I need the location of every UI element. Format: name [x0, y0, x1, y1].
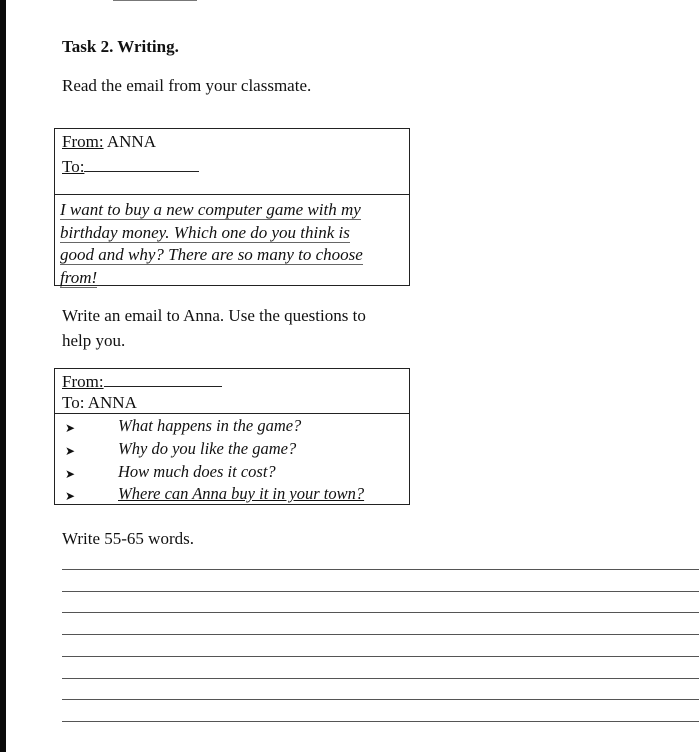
- reply-header-divider: [55, 413, 409, 414]
- question-text: Where can Anna buy it in your town?: [118, 484, 365, 503]
- answer-line[interactable]: [62, 678, 699, 679]
- message-line: I want to buy a new computer game with my: [60, 200, 361, 219]
- page-left-edge: [0, 0, 6, 752]
- reply-to-label: To:: [62, 393, 85, 412]
- message-line: from!: [60, 267, 98, 287]
- task-title: Task 2. Writing.: [62, 37, 179, 56]
- answer-line[interactable]: [62, 656, 699, 657]
- arrow-bullet-icon: ➤: [65, 421, 76, 435]
- email-to-row: [62, 156, 199, 177]
- email-from-row: [62, 132, 156, 152]
- message-line: good and why? There are so many to choose: [60, 245, 363, 264]
- instruction-text: Write an email to Anna. Use the questions to help you.: [62, 306, 366, 350]
- answer-line[interactable]: [62, 569, 699, 570]
- from-label: From:: [62, 132, 104, 151]
- from-name: ANNA: [106, 132, 156, 151]
- reply-to-name: ANNA: [87, 393, 137, 412]
- answer-line[interactable]: [62, 591, 699, 592]
- reply-from-blank-line[interactable]: [104, 371, 222, 387]
- to-blank-line[interactable]: [84, 156, 199, 172]
- arrow-bullet-icon: ➤: [65, 489, 76, 503]
- arrow-bullet-icon: ➤: [65, 467, 76, 481]
- to-label: To:: [62, 157, 85, 176]
- answer-line[interactable]: [62, 721, 699, 722]
- task-intro: Read the email from your classmate.: [62, 76, 312, 95]
- arrow-bullet-icon: ➤: [65, 444, 76, 458]
- message-line: birthday money. Which one do you think is: [60, 222, 350, 242]
- question-text: What happens in the game?: [118, 416, 302, 435]
- header-divider: [55, 194, 409, 195]
- question-text: How much does it cost?: [118, 462, 276, 481]
- answer-line[interactable]: [62, 612, 699, 613]
- incoming-email-box: [54, 128, 410, 286]
- top-answer-line: [113, 0, 197, 1]
- reply-email-box: [54, 368, 410, 505]
- reply-from-row: [62, 371, 222, 392]
- email-message: [60, 199, 406, 289]
- word-count-instruction: Write 55-65 words.: [62, 529, 194, 548]
- reply-to-row: [62, 393, 137, 413]
- question-text: Why do you like the game?: [118, 439, 297, 458]
- answer-line[interactable]: [62, 634, 699, 635]
- reply-from-label: From:: [62, 372, 104, 391]
- answer-line[interactable]: [62, 699, 699, 700]
